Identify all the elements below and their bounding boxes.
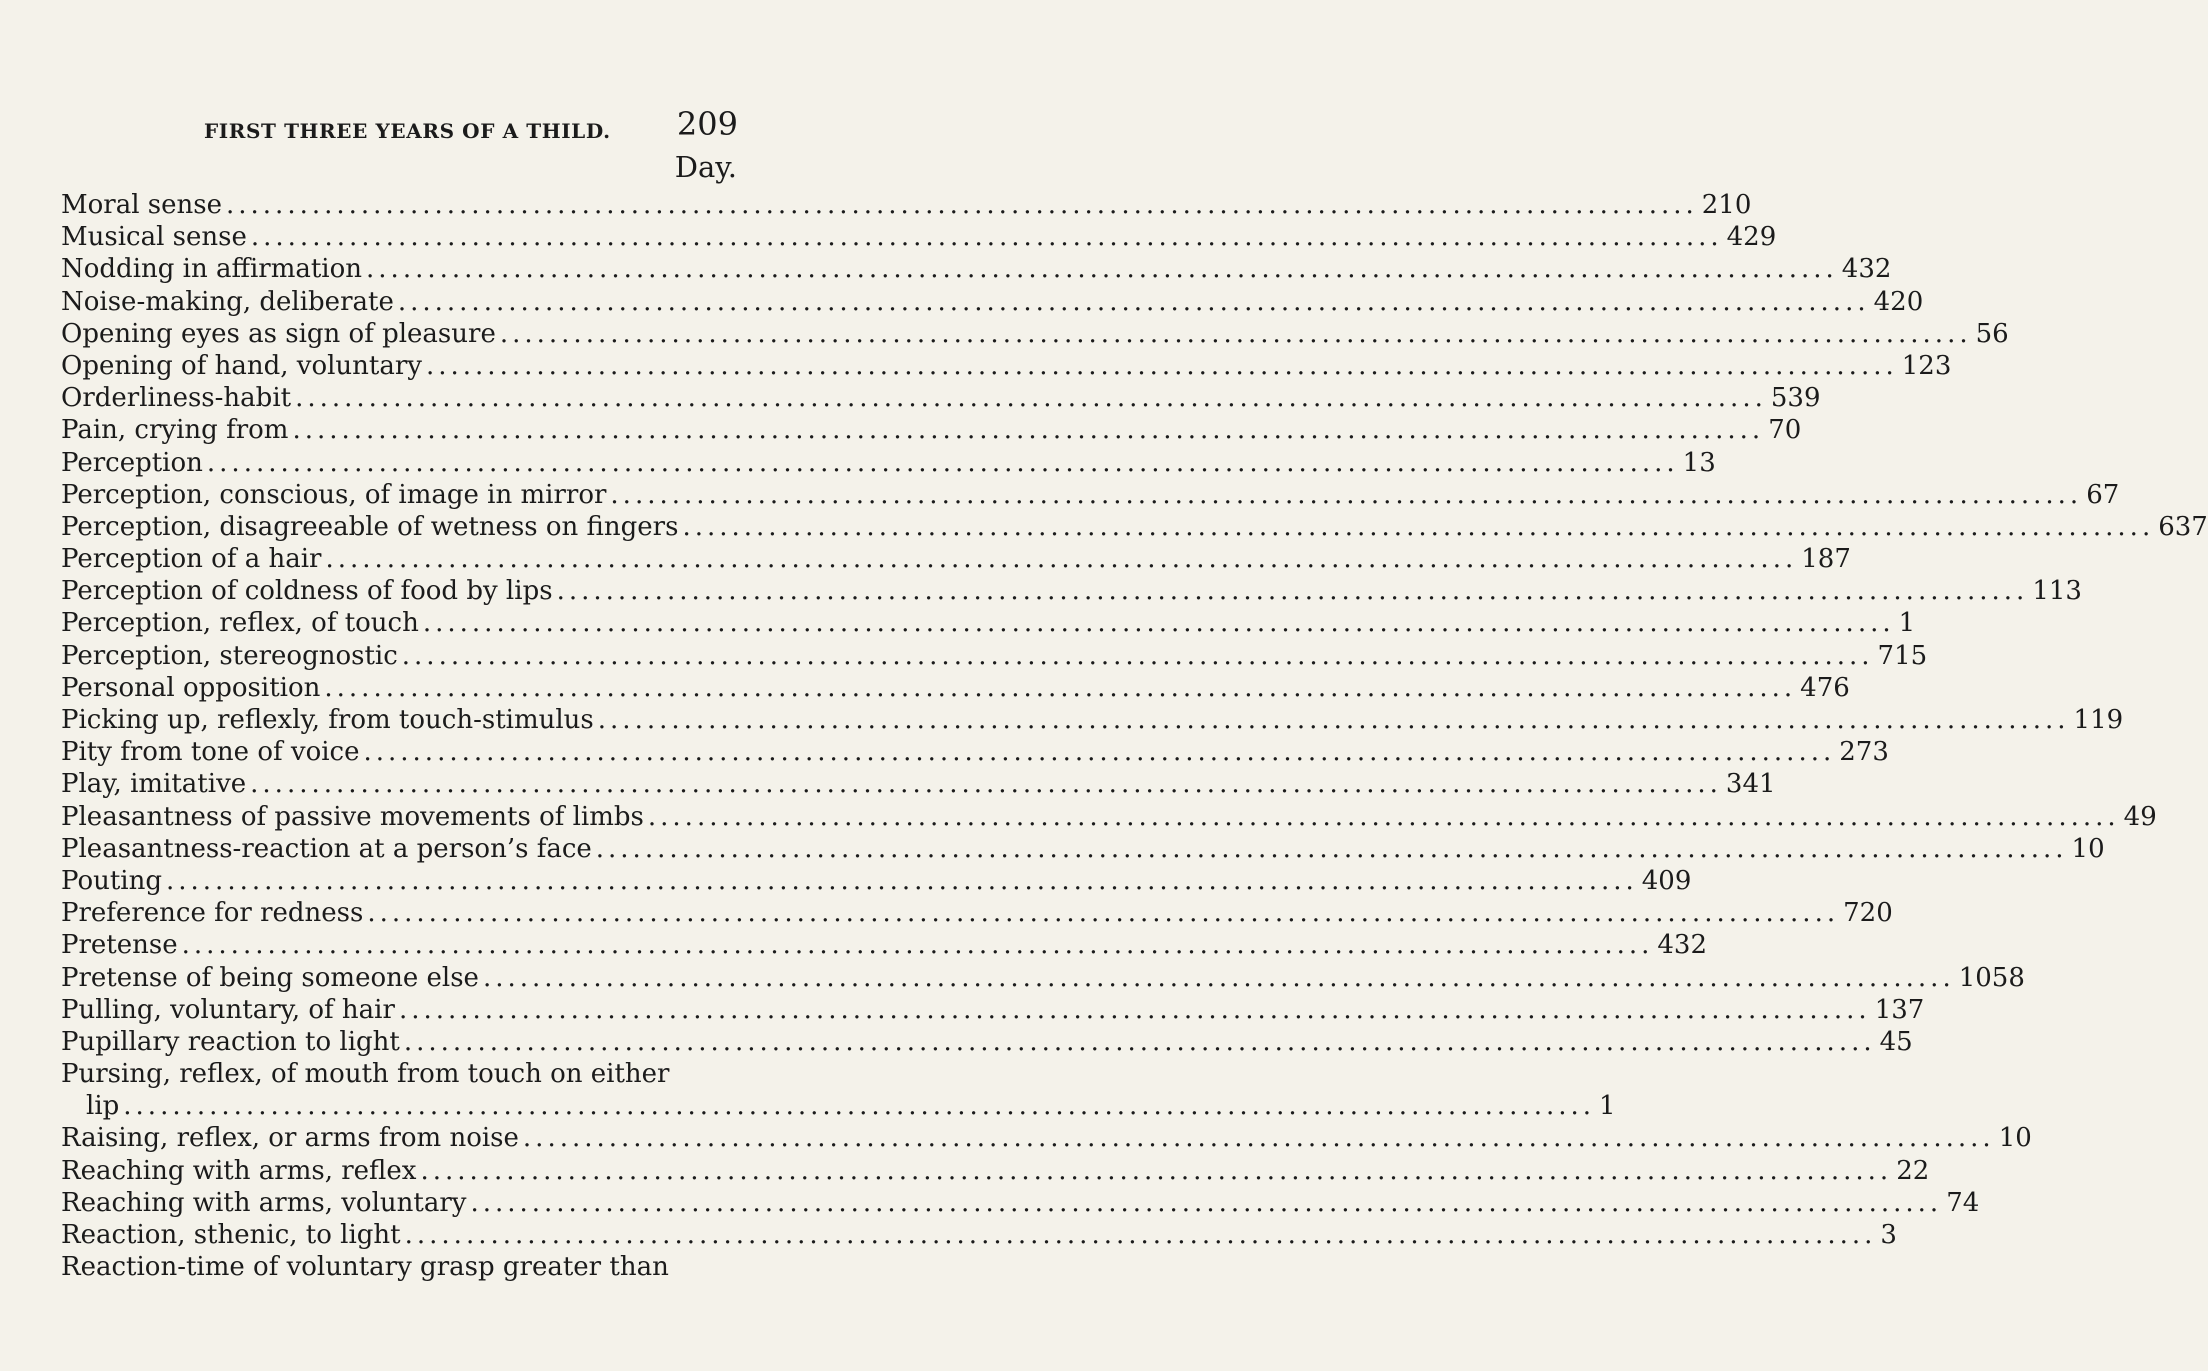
index-entry xyxy=(61,447,1716,479)
dot-leader: ........................................................................................................................ xyxy=(397,286,1870,317)
dot-leader: ........................................................................................................................ xyxy=(597,705,2070,735)
running-header xyxy=(204,105,738,153)
entry-text: Perception, disagreeable of wetness on fingers xyxy=(61,511,679,542)
entry-text: Pulling, voluntary, of hair xyxy=(61,994,395,1025)
entry-page: 637 xyxy=(2158,511,2208,542)
index-entry xyxy=(61,897,1893,929)
index-entry xyxy=(61,736,1889,768)
index-entry xyxy=(61,350,1952,382)
entry-page: 1058 xyxy=(1958,962,2025,993)
entry-page: 273 xyxy=(1839,737,1889,768)
dot-leader: ........................................................................................................................ xyxy=(647,801,2120,832)
entry-text: Personal opposition xyxy=(61,672,321,703)
entry-page: 22 xyxy=(1896,1155,1930,1186)
entry-text: Perception, reflex, of touch xyxy=(61,608,419,639)
dot-leader: ........................................................................................................................ xyxy=(250,769,1722,800)
index-entry xyxy=(61,1251,738,1283)
column-heading: Day. xyxy=(674,150,737,184)
index-entry xyxy=(61,833,2105,865)
entry-page: 720 xyxy=(1843,898,1893,929)
dot-leader: ........................................................................................................................ xyxy=(610,479,2083,510)
dot-leader: ........................................................................................................................ xyxy=(325,544,1798,575)
index-entry xyxy=(61,962,2025,994)
entry-text: Reaching with arms, reflex xyxy=(61,1155,417,1186)
entry-page: 432 xyxy=(1841,254,1892,285)
index-entry xyxy=(61,672,1850,704)
index-entry xyxy=(61,1187,1980,1219)
entry-text: Pupillary reaction to light xyxy=(61,1026,400,1057)
entry-text: Pleasantness of passive movements of limbs xyxy=(61,801,644,832)
dot-leader: ........................................................................................................................ xyxy=(556,576,2029,607)
entry-page: 210 xyxy=(1701,190,1752,220)
entry-page: 1 xyxy=(1898,608,1916,639)
index-entry xyxy=(61,1219,1897,1251)
entry-page: 70 xyxy=(1768,415,1802,446)
entry-page: 539 xyxy=(1770,383,1821,414)
dot-leader: ........................................................................................................................ xyxy=(499,318,1972,349)
entry-text: Pouting xyxy=(61,865,162,896)
index-entries xyxy=(61,189,2208,1283)
entry-page: 67 xyxy=(2086,479,2120,510)
dot-leader: ........................................................................................................................ xyxy=(425,350,1898,381)
entry-text: Pleasantness-reaction at a person’s face xyxy=(61,833,592,864)
index-entry xyxy=(61,1155,1930,1187)
entry-page: 715 xyxy=(1877,640,1928,671)
entry-text: Perception xyxy=(61,447,203,478)
entry-text: Opening of hand, voluntary xyxy=(61,350,422,381)
entry-text: Opening eyes as sign of pleasure xyxy=(61,318,496,349)
index-entry xyxy=(61,865,1692,897)
entry-page: 420 xyxy=(1873,286,1924,317)
index-entry xyxy=(61,511,2208,543)
entry-text: Perception of a hair xyxy=(61,544,322,575)
dot-leader: ........................................................................................................................ xyxy=(226,190,1698,220)
index-entry xyxy=(61,1026,1913,1058)
entry-text: Picking up, reflexly, from touch-stimulus xyxy=(61,705,594,735)
dot-leader: ........................................................................................................................ xyxy=(522,1123,1995,1154)
entry-page: 10 xyxy=(2071,833,2105,864)
entry-text: Reaction, sthenic, to light xyxy=(61,1220,401,1250)
index-entry xyxy=(61,286,1924,318)
entry-text: Pursing, reflex, of mouth from touch on either xyxy=(61,1059,670,1090)
entry-page: 74 xyxy=(1946,1187,1980,1218)
entry-page: 1 xyxy=(1599,1091,1616,1122)
index-entry xyxy=(61,543,1851,575)
dot-leader: ........................................................................................................................ xyxy=(367,898,1840,929)
dot-leader: ........................................................................................................................ xyxy=(206,447,1679,478)
entry-text: lip xyxy=(86,1091,120,1122)
entry-text: Perception of coldness of food by lips xyxy=(61,576,553,607)
entry-text: Musical sense xyxy=(61,222,247,253)
index-entry xyxy=(61,575,2082,607)
entry-page: 45 xyxy=(1879,1026,1913,1057)
index-entry xyxy=(61,1058,738,1090)
index-entry xyxy=(61,479,2120,511)
dot-leader: ........................................................................................................................ xyxy=(324,672,1797,703)
entry-page: 137 xyxy=(1874,994,1925,1025)
entry-text: Perception, stereognostic xyxy=(61,640,398,671)
entry-text: Perception, conscious, of image in mirror xyxy=(61,479,607,510)
dot-leader: ........................................................................................................................ xyxy=(181,930,1654,961)
entry-text: Pretense xyxy=(61,930,178,961)
entry-page: 113 xyxy=(2032,576,2082,607)
entry-text: Orderliness-habit xyxy=(61,383,292,414)
index-entry xyxy=(61,318,2009,350)
entry-page: 3 xyxy=(1880,1220,1897,1250)
index-entry xyxy=(61,801,2157,833)
entry-text: Moral sense xyxy=(61,190,222,220)
running-title: FIRST THREE YEARS OF A THILD. xyxy=(204,119,611,143)
entry-page: 10 xyxy=(1998,1123,2032,1154)
entry-text: Reaction-time of voluntary grasp greater than xyxy=(61,1252,669,1283)
entry-page: 476 xyxy=(1800,672,1850,703)
entry-text: Pretense of being someone else xyxy=(61,962,479,993)
index-entry xyxy=(61,1090,1616,1122)
entry-text: Noise-making, deliberate xyxy=(61,286,394,317)
dot-leader: ........................................................................................................................ xyxy=(403,1026,1876,1057)
dot-leader: ........................................................................................................................ xyxy=(422,608,1895,639)
index-entry xyxy=(61,929,1708,961)
page-number: 209 xyxy=(676,105,738,143)
entry-text: Reaching with arms, voluntary xyxy=(61,1187,467,1218)
entry-page: 409 xyxy=(1641,865,1692,896)
dot-leader: ........................................................................................................................ xyxy=(482,962,1955,993)
entry-page: 123 xyxy=(1901,350,1952,381)
entry-text: Play, imitative xyxy=(61,769,247,800)
entry-page: 56 xyxy=(1975,318,2009,349)
entry-text: Nodding in affirmation xyxy=(61,254,363,285)
index-entry xyxy=(61,768,1776,800)
index-entry xyxy=(61,704,2124,736)
dot-leader: ........................................................................................................................ xyxy=(595,833,2068,864)
index-entry xyxy=(61,414,1802,446)
index-entry xyxy=(61,253,1892,285)
index-entry xyxy=(61,221,1777,253)
entry-page: 432 xyxy=(1657,930,1708,961)
entry-page: 341 xyxy=(1725,769,1776,800)
dot-leader: ........................................................................................................................ xyxy=(470,1187,1943,1218)
index-entry xyxy=(61,607,1916,639)
dot-leader: ........................................................................................................................ xyxy=(401,640,1874,671)
entry-text: Preference for redness xyxy=(61,898,364,929)
entry-page: 49 xyxy=(2123,801,2157,832)
index-entry xyxy=(61,994,1925,1026)
dot-leader: ........................................................................................................................ xyxy=(250,222,1723,253)
dot-leader: ........................................................................................................................ xyxy=(166,865,1638,896)
dot-leader: ........................................................................................................................ xyxy=(292,415,1765,446)
dot-leader: ........................................................................................................................ xyxy=(363,737,1836,768)
entry-page: 119 xyxy=(2073,705,2124,735)
dot-leader: ........................................................................................................................ xyxy=(420,1155,1893,1186)
entry-page: 429 xyxy=(1726,222,1777,253)
index-entry xyxy=(61,640,1928,672)
index-entry xyxy=(61,382,1821,414)
dot-leader: ........................................................................................................................ xyxy=(682,511,2155,542)
dot-leader: ........................................................................................................................ xyxy=(123,1091,1596,1122)
entry-text: Pity from tone of voice xyxy=(61,737,360,768)
dot-leader: ........................................................................................................................ xyxy=(398,994,1871,1025)
entry-text: Raising, reflex, or arms from noise xyxy=(61,1123,519,1154)
entry-text: Pain, crying from xyxy=(61,415,289,446)
entry-page: 187 xyxy=(1801,544,1851,575)
index-entry xyxy=(61,1122,2032,1154)
dot-leader: ........................................................................................................................ xyxy=(404,1220,1877,1250)
entry-page: 13 xyxy=(1682,447,1716,478)
index-entry xyxy=(61,189,1752,221)
dot-leader: ........................................................................................................................ xyxy=(295,383,1767,414)
dot-leader: ........................................................................................................................ xyxy=(366,254,1838,285)
